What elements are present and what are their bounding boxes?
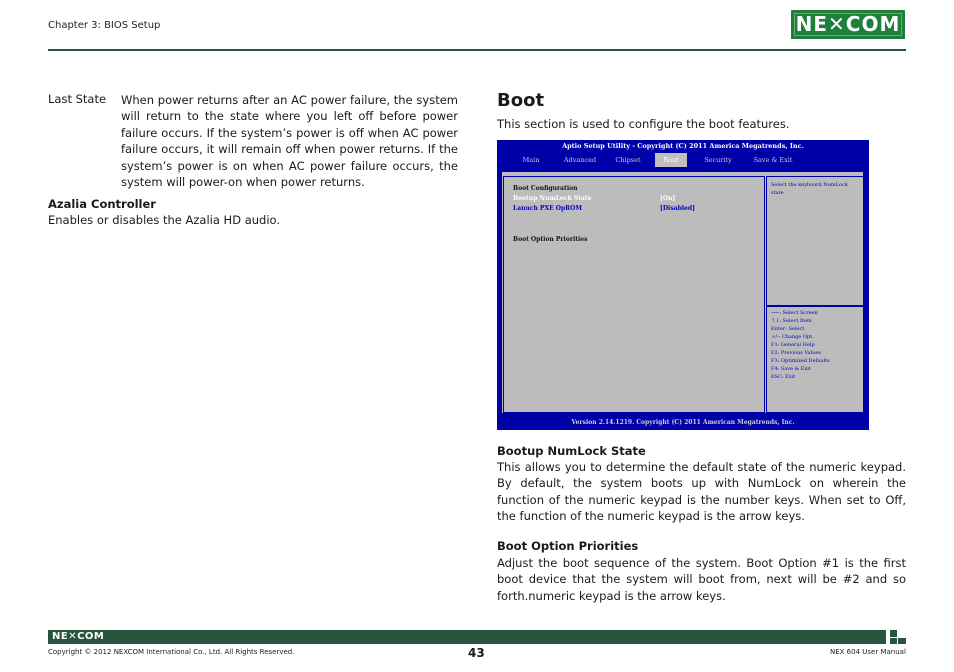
bios-key-line: F4: Save & Exit: [771, 366, 811, 372]
bios-item-numlock-label[interactable]: Bootup NumLock State: [513, 195, 592, 202]
header-divider: [48, 49, 906, 51]
bios-key-line: →←: Select Screen: [771, 310, 818, 316]
bios-footer: Version 2.14.1219. Copyright (C) 2011 American Megatrends, Inc.: [571, 419, 795, 426]
boot-intro: This section is used to configure the boot features.: [497, 117, 790, 131]
bios-keys-pane: [766, 306, 864, 413]
bios-key-line: F1: General Help: [771, 342, 815, 348]
logo-text: NE✕COM: [795, 12, 901, 36]
bios-key-line: F3: Optimized Defaults: [771, 358, 830, 364]
bios-tab-bar: [497, 153, 869, 167]
footer-square-icon: [890, 638, 897, 644]
bios-key-line: F2: Previous Values: [771, 350, 821, 356]
page-number: 43: [468, 646, 485, 660]
chapter-title: Chapter 3: BIOS Setup: [48, 20, 161, 31]
footer-logo: NE✕COM: [52, 631, 105, 642]
footer-square-icon: [890, 630, 897, 637]
boot-option-heading: Boot Option Priorities: [497, 539, 639, 553]
numlock-heading: Bootup NumLock State: [497, 444, 646, 458]
bios-title: Aptio Setup Utility - Copyright (C) 2011 America Megatrends, Inc.: [562, 142, 804, 150]
bios-key-line: ↑↓: Select Item: [771, 318, 812, 324]
boot-option-description: Adjust the boot sequence of the system. Boot Option #1 is the first boot device that the system will boot from, next will be #2 and so forth.numeric keypad is the arrow keys.: [497, 556, 906, 603]
bios-boot-priorities: Boot Option Priorities: [513, 236, 588, 243]
bios-tab-main[interactable]: Main: [522, 156, 540, 164]
manual-title: NEX 604 User Manual: [830, 648, 906, 656]
bios-tab-advanced[interactable]: Advanced: [563, 156, 597, 164]
bios-key-line: +/-: Change Opt.: [771, 334, 814, 340]
boot-heading: Boot: [497, 90, 545, 111]
bios-tab-security[interactable]: Security: [704, 156, 732, 164]
bios-item-pxe-value[interactable]: [Disabled]: [660, 205, 695, 212]
bios-help-text: Select the keyboard NumLock state: [771, 182, 848, 196]
bios-panel: [501, 171, 864, 414]
last-state-label: Last State: [48, 92, 107, 106]
footer-square-icon: [898, 638, 906, 644]
copyright-text: Copyright © 2012 NEXCOM International Co., Ltd. All Rights Reserved.: [48, 648, 295, 656]
bios-main-pane: [503, 176, 765, 413]
bios-section-title: Boot Configuration: [513, 185, 578, 192]
bios-tab-chipset[interactable]: Chipset: [615, 156, 641, 164]
bios-item-pxe-label[interactable]: Lanuch PXE OpROM: [513, 205, 583, 212]
bios-key-line: Enter: Select: [771, 326, 805, 332]
bios-help-pane: [766, 176, 864, 306]
nexcom-logo: [791, 10, 905, 39]
bios-item-numlock-value[interactable]: [On]: [660, 195, 676, 202]
azalia-description: Enables or disables the Azalia HD audio.: [48, 213, 281, 227]
footer-bar: [48, 630, 886, 644]
last-state-description: When power returns after an AC power failure, the system will return to the state where you left off before power failure occurs. If the system’s power is off when AC power failure occurs, it will remain off when power returns. If the system’s power is on when AC power failure occurs, the system will power-on when power returns.: [121, 93, 458, 190]
bios-screenshot: [497, 140, 869, 430]
bios-tab-boot[interactable]: Boot: [655, 153, 687, 167]
bios-key-line: ESC: Exit: [771, 374, 796, 380]
azalia-heading: Azalia Controller: [48, 197, 156, 211]
bios-tab-save-exit[interactable]: Save & Exit: [753, 156, 793, 164]
numlock-description: This allows you to determine the default state of the numeric keypad. By default, the system boots up with NumLock on wherein the function of the numeric keypad is the number keys. When set to Off, the function of the numeric keypad is the arrow keys.: [497, 460, 906, 524]
